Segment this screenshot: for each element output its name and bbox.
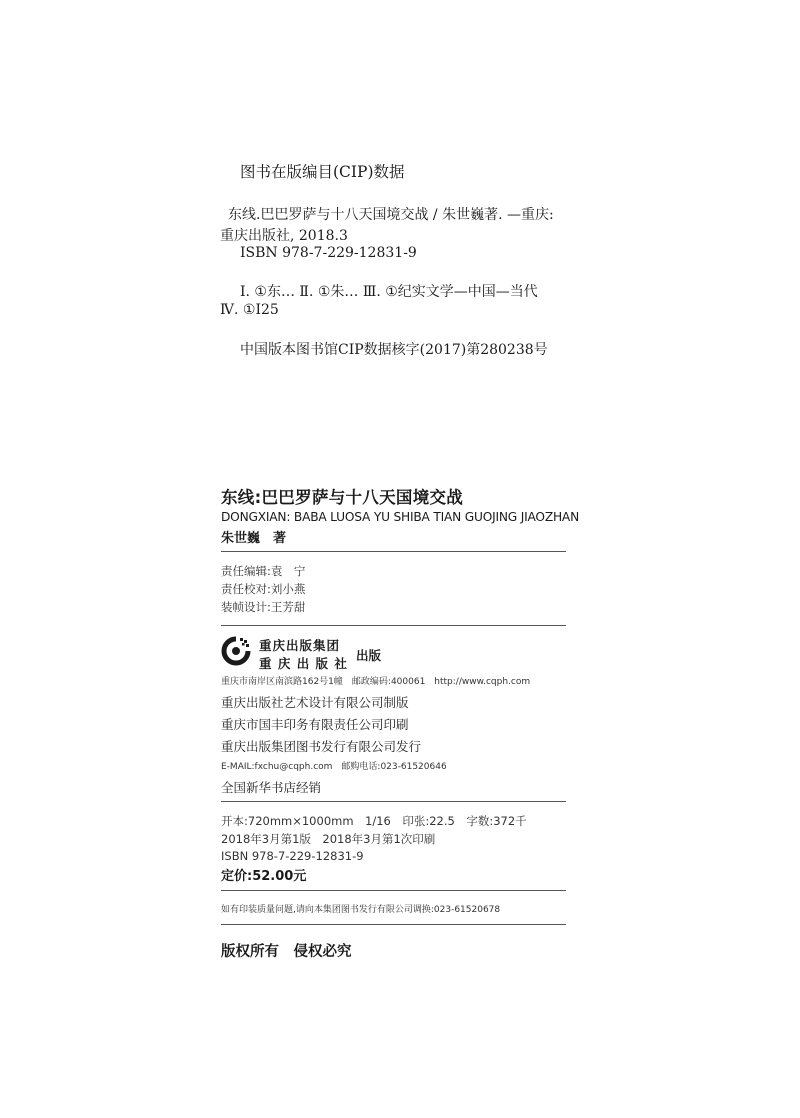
cip-entry-line2: 重庆出版社, 2018.3 <box>220 228 348 244</box>
responsible-editor: 责任编辑:袁 宁 <box>221 564 306 578</box>
publish-label: 出版 <box>356 648 382 663</box>
edition-info: 2018年3月第1版 2018年3月第1次印刷 <box>221 832 436 846</box>
divider <box>221 551 566 552</box>
cover-designer: 装帧设计:王芳甜 <box>221 600 306 614</box>
book-title: 东线:巴巴罗萨与十八天国境交战 <box>221 488 464 507</box>
divider <box>221 625 566 626</box>
publisher-address: 重庆市南岸区南滨路162号1幢 邮政编码:400061 http://www.cqph.com <box>221 677 531 687</box>
publishing-group-name: 重庆出版集团 <box>259 638 341 653</box>
contact-info: E-MAIL:fxchu@cqph.com 邮购电话:023-61520646 <box>221 762 447 772</box>
distribution: 重庆出版集团图书发行有限公司发行 <box>221 739 422 754</box>
cip-heading: 图书在版编目(CIP)数据 <box>240 163 405 181</box>
plate-making: 重庆出版社艺术设计有限公司制版 <box>221 695 409 710</box>
divider <box>221 924 566 925</box>
publishing-house-name: 重 庆 出 版 社 <box>259 656 348 671</box>
divider <box>221 890 566 891</box>
cip-classification-line2: Ⅳ. ①I25 <box>220 302 279 318</box>
price: 定价:52.00元 <box>221 869 307 884</box>
specs-isbn: ISBN 978-7-229-12831-9 <box>221 849 364 863</box>
divider <box>221 801 566 802</box>
quality-notice: 如有印装质量问题,请向本集团图书发行有限公司调换:023-61520678 <box>221 905 501 915</box>
book-author: 朱世巍 著 <box>221 531 287 546</box>
book-title-pinyin: DONGXIAN: BABA LUOSA YU SHIBA TIAN GUOJING JIAOZHAN <box>221 510 579 524</box>
publisher-names <box>259 637 348 673</box>
copyright-notice: 版权所有 侵权必究 <box>221 944 352 960</box>
chongqing-publishing-group-logo-icon <box>221 636 251 666</box>
cip-entry-line1: 东线.巴巴罗萨与十八天国境交战 / 朱世巍著. —重庆: <box>228 207 554 223</box>
responsible-proofreader: 责任校对:刘小燕 <box>221 582 306 596</box>
cip-classification-line1: Ⅰ. ①东… Ⅱ. ①朱… Ⅲ. ①纪实文学—中国—当代 <box>240 284 538 300</box>
cip-isbn: ISBN 978-7-229-12831-9 <box>240 245 417 261</box>
printing: 重庆市国丰印务有限责任公司印刷 <box>221 717 409 732</box>
sales-channel: 全国新华书店经销 <box>221 780 322 795</box>
cip-verification-number: 中国版本图书馆CIP数据核字(2017)第280238号 <box>240 342 548 358</box>
book-format: 开本:720mm×1000mm 1/16 印张:22.5 字数:372千 <box>221 814 527 828</box>
